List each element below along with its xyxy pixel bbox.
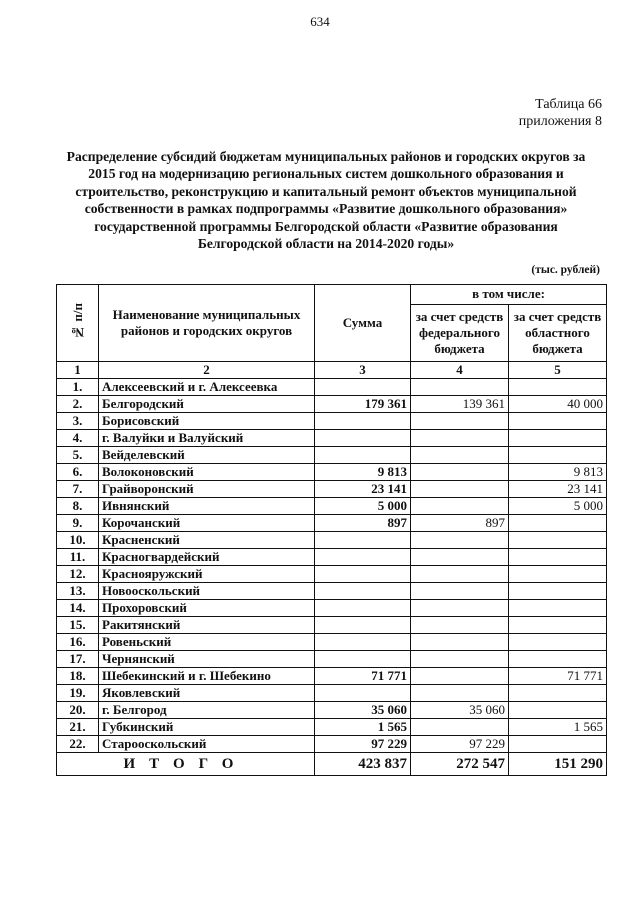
total-regional: 151 290 (509, 753, 607, 776)
sum-cell (315, 685, 411, 702)
table-row (57, 498, 607, 515)
regional-cell (509, 651, 607, 668)
table-row (57, 634, 607, 651)
municipality-name: Красненский (99, 532, 315, 549)
municipality-name: Волоконовский (99, 464, 315, 481)
municipality-name: Вейделевский (99, 447, 315, 464)
municipality-name: Ракитянский (99, 617, 315, 634)
sum-cell: 23 141 (315, 481, 411, 498)
regional-cell (509, 413, 607, 430)
document-title: Распределение субсидий бюджетам муниципальных районов и городских округов за 2015 год на модернизацию региональных систем дошкольного образования и строительство, реконструкцию и капитальный ремонт объектов муниципальной собственности в рамках подпрограммы «Развитие дошкольного образования» государственной программы Белгородской области «Развитие образования Белгородской области на 2014-2020 годы» (66, 149, 586, 252)
regional-cell (509, 702, 607, 719)
table-row (57, 583, 607, 600)
row-number: 17. (57, 651, 99, 668)
federal-cell (411, 447, 509, 464)
sum-cell: 897 (315, 515, 411, 532)
sum-cell (315, 447, 411, 464)
table-label-line1: Таблица 66 (535, 97, 602, 112)
municipality-name: Краснояружский (99, 566, 315, 583)
header-regional: за счет средств областного бюджета (509, 304, 607, 361)
total-row (57, 753, 607, 776)
row-number: 22. (57, 736, 99, 753)
row-number: 7. (57, 481, 99, 498)
sum-cell (315, 600, 411, 617)
sum-cell (315, 549, 411, 566)
sum-cell: 35 060 (315, 702, 411, 719)
row-number: 5. (57, 447, 99, 464)
total-label: ИТОГО (57, 753, 315, 776)
federal-cell (411, 685, 509, 702)
federal-cell (411, 413, 509, 430)
sum-cell: 5 000 (315, 498, 411, 515)
table-row (57, 685, 607, 702)
sum-cell (315, 413, 411, 430)
municipality-name: Белгородский (99, 396, 315, 413)
sum-cell (315, 566, 411, 583)
regional-cell: 23 141 (509, 481, 607, 498)
municipality-name: Новооскольский (99, 583, 315, 600)
regional-cell (509, 447, 607, 464)
federal-cell (411, 600, 509, 617)
federal-cell (411, 532, 509, 549)
row-number: 12. (57, 566, 99, 583)
row-number: 21. (57, 719, 99, 736)
column-numbers-row (57, 362, 607, 379)
sum-cell (315, 379, 411, 396)
row-number: 16. (57, 634, 99, 651)
units-label: (тыс. рублей) (531, 264, 600, 276)
regional-cell: 71 771 (509, 668, 607, 685)
total-federal: 272 547 (411, 753, 509, 776)
subsidy-table (56, 284, 607, 776)
sum-cell (315, 617, 411, 634)
sum-cell (315, 651, 411, 668)
header-num: № п/п (57, 285, 99, 362)
regional-cell (509, 549, 607, 566)
row-number: 15. (57, 617, 99, 634)
total-sum: 423 837 (315, 753, 411, 776)
table-row (57, 379, 607, 396)
table-row (57, 651, 607, 668)
federal-cell (411, 481, 509, 498)
table-row (57, 617, 607, 634)
federal-cell (411, 464, 509, 481)
municipality-name: г. Белгород (99, 702, 315, 719)
municipality-name: Красногвардейский (99, 549, 315, 566)
page-number: 634 (310, 14, 330, 29)
header-federal: за счет средств федерального бюджета (411, 304, 509, 361)
table-row (57, 702, 607, 719)
regional-cell (509, 600, 607, 617)
regional-cell (509, 736, 607, 753)
sum-cell: 9 813 (315, 464, 411, 481)
row-number: 4. (57, 430, 99, 447)
row-number: 3. (57, 413, 99, 430)
regional-cell: 9 813 (509, 464, 607, 481)
federal-cell (411, 651, 509, 668)
sum-cell (315, 583, 411, 600)
table-row (57, 464, 607, 481)
federal-cell (411, 549, 509, 566)
table-row (57, 447, 607, 464)
table-row (57, 566, 607, 583)
row-number: 14. (57, 600, 99, 617)
header-sum: Сумма (315, 285, 411, 362)
table-row (57, 668, 607, 685)
table-row (57, 549, 607, 566)
row-number: 13. (57, 583, 99, 600)
sum-cell (315, 430, 411, 447)
regional-cell: 5 000 (509, 498, 607, 515)
column-number: 1 (57, 362, 99, 379)
row-number: 2. (57, 396, 99, 413)
federal-cell: 897 (411, 515, 509, 532)
row-number: 6. (57, 464, 99, 481)
federal-cell (411, 566, 509, 583)
regional-cell (509, 379, 607, 396)
regional-cell (509, 532, 607, 549)
federal-cell: 139 361 (411, 396, 509, 413)
table-label (519, 96, 602, 130)
municipality-name: Ровеньский (99, 634, 315, 651)
row-number: 8. (57, 498, 99, 515)
federal-cell (411, 583, 509, 600)
table-label-line2: приложения 8 (518, 114, 602, 129)
federal-cell: 35 060 (411, 702, 509, 719)
federal-cell: 97 229 (411, 736, 509, 753)
municipality-name: Борисовский (99, 413, 315, 430)
municipality-name: Корочанский (99, 515, 315, 532)
municipality-name: Старооскольский (99, 736, 315, 753)
federal-cell (411, 430, 509, 447)
regional-cell (509, 515, 607, 532)
header-including: в том числе: (411, 285, 607, 305)
table-row (57, 515, 607, 532)
column-number: 4 (411, 362, 509, 379)
regional-cell (509, 685, 607, 702)
row-number: 9. (57, 515, 99, 532)
table-body (57, 379, 607, 753)
row-number: 19. (57, 685, 99, 702)
municipality-name: г. Валуйки и Валуйский (99, 430, 315, 447)
table-row (57, 396, 607, 413)
column-number: 5 (509, 362, 607, 379)
regional-cell (509, 430, 607, 447)
table-row (57, 532, 607, 549)
regional-cell (509, 634, 607, 651)
federal-cell (411, 719, 509, 736)
table-row (57, 600, 607, 617)
column-number: 2 (99, 362, 315, 379)
federal-cell (411, 379, 509, 396)
municipality-name: Грайворонский (99, 481, 315, 498)
sum-cell: 97 229 (315, 736, 411, 753)
regional-cell (509, 617, 607, 634)
sum-cell (315, 634, 411, 651)
sum-cell: 71 771 (315, 668, 411, 685)
municipality-name: Ивнянский (99, 498, 315, 515)
federal-cell (411, 617, 509, 634)
municipality-name: Яковлевский (99, 685, 315, 702)
municipality-name: Алексеевский и г. Алексеевка (99, 379, 315, 396)
table-row (57, 430, 607, 447)
table-row (57, 481, 607, 498)
sum-cell: 1 565 (315, 719, 411, 736)
sum-cell (315, 532, 411, 549)
regional-cell (509, 583, 607, 600)
federal-cell (411, 634, 509, 651)
table-row (57, 413, 607, 430)
federal-cell (411, 498, 509, 515)
municipality-name: Шебекинский и г. Шебекино (99, 668, 315, 685)
municipality-name: Губкинский (99, 719, 315, 736)
header-name: Наименование муниципальных районов и городских округов (99, 285, 315, 362)
row-number: 11. (57, 549, 99, 566)
column-number: 3 (315, 362, 411, 379)
row-number: 10. (57, 532, 99, 549)
sum-cell: 179 361 (315, 396, 411, 413)
table-row (57, 736, 607, 753)
row-number: 18. (57, 668, 99, 685)
regional-cell: 1 565 (509, 719, 607, 736)
municipality-name: Чернянский (99, 651, 315, 668)
table-row (57, 719, 607, 736)
regional-cell (509, 566, 607, 583)
regional-cell: 40 000 (509, 396, 607, 413)
municipality-name: Прохоровский (99, 600, 315, 617)
federal-cell (411, 668, 509, 685)
row-number: 1. (57, 379, 99, 396)
row-number: 20. (57, 702, 99, 719)
